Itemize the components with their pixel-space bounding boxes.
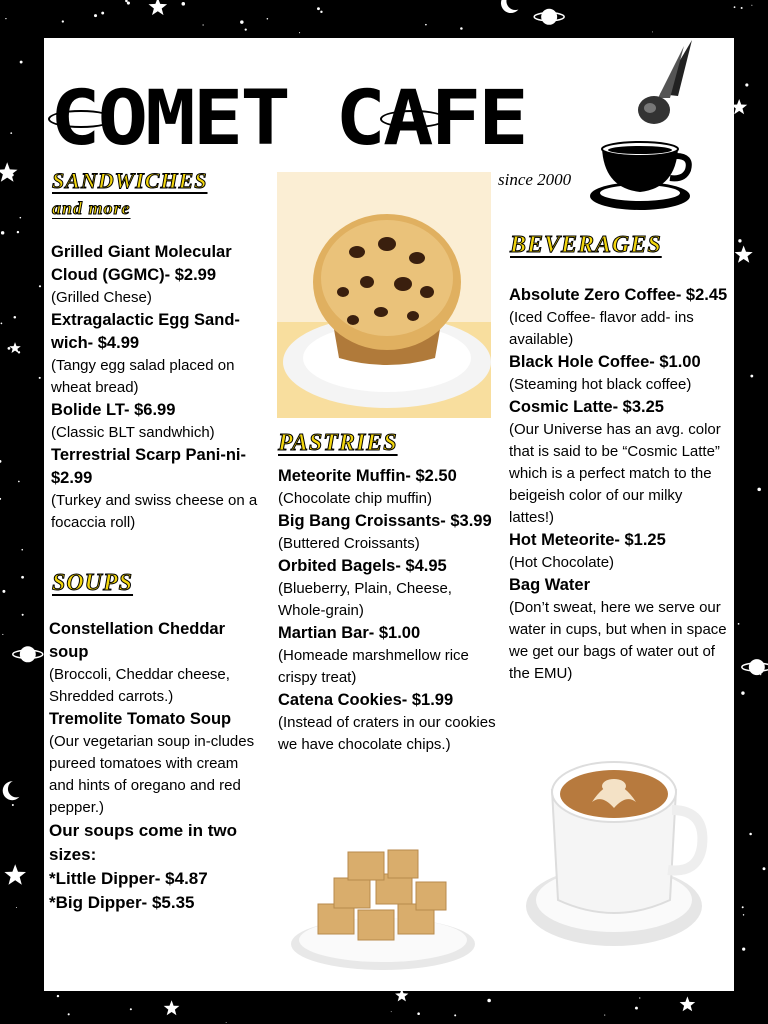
star-dot bbox=[20, 61, 23, 64]
item-name: Bolide LT- $6.99 bbox=[51, 401, 176, 419]
planet-ring-decoration bbox=[48, 110, 114, 128]
star-dot bbox=[741, 691, 744, 694]
item-name: Tremolite Tomato Soup bbox=[49, 710, 232, 728]
star-dot bbox=[738, 239, 741, 242]
star-dot bbox=[130, 1008, 132, 1010]
star-dot bbox=[1, 231, 4, 234]
sandwiches-subheading: and more bbox=[52, 198, 131, 218]
item-description: (Blueberry, Plain, Cheese, Whole-grain) bbox=[278, 580, 452, 619]
pastries-heading: PASTRIES bbox=[278, 430, 398, 456]
item-name: Orbited Bagels- $4.95 bbox=[278, 557, 447, 575]
item-name: Black Hole Coffee- $1.00 bbox=[509, 353, 701, 371]
star-dot bbox=[742, 906, 744, 908]
menu-item bbox=[509, 351, 729, 396]
star-dot bbox=[18, 481, 20, 483]
menu-item bbox=[278, 622, 496, 689]
pastries-list bbox=[278, 465, 496, 756]
sandwiches-list bbox=[51, 241, 269, 534]
cafe-logo-title: COMET CAFE bbox=[50, 73, 526, 162]
star-dot bbox=[757, 488, 761, 492]
menu-item bbox=[509, 529, 729, 574]
star-dot bbox=[745, 83, 748, 86]
item-description: (Chocolate chip muffin) bbox=[278, 490, 432, 507]
menu-item bbox=[51, 444, 269, 534]
star-dot bbox=[17, 231, 19, 233]
star-dot bbox=[94, 14, 97, 17]
star-dot bbox=[62, 20, 64, 22]
item-name: Martian Bar- $1.00 bbox=[278, 624, 421, 642]
star-dot bbox=[425, 24, 427, 26]
star-dot bbox=[604, 1015, 605, 1016]
star-dot bbox=[741, 7, 743, 9]
soups-heading: SOUPS bbox=[52, 570, 134, 596]
star-dot bbox=[14, 316, 17, 319]
soups-list bbox=[49, 618, 265, 915]
menu-item bbox=[278, 510, 496, 555]
star-dot bbox=[267, 18, 269, 20]
sandwiches-heading: SANDWICHES bbox=[52, 168, 208, 193]
item-description: (Our Universe has an avg. color that is said to be “Cosmic Latte” which is a perfect match to the beigeish color of our milky lattes!) bbox=[509, 421, 721, 526]
star-dot bbox=[10, 132, 12, 134]
item-description: (Our vegetarian soup in-cludes pureed tomatoes with cream and hints of oregano and red pepper.) bbox=[49, 733, 255, 816]
star-dot bbox=[226, 1022, 227, 1023]
latte-cup-image bbox=[522, 750, 712, 950]
menu-item bbox=[509, 574, 729, 685]
item-description: (Turkey and swiss cheese on a focaccia roll) bbox=[51, 492, 258, 531]
star-dot bbox=[487, 999, 491, 1003]
star-dot bbox=[391, 1011, 392, 1012]
menu-item bbox=[509, 284, 729, 351]
item-description: (Don’t sweat, here we serve our water in cups, but when in space we get our bags of water out of the EMU) bbox=[509, 599, 727, 682]
star-dot bbox=[652, 31, 653, 32]
item-name: Bag Water bbox=[509, 576, 590, 594]
star-dot bbox=[738, 623, 740, 625]
star-dot bbox=[417, 1012, 420, 1015]
star-dot bbox=[635, 1007, 638, 1010]
star-dot bbox=[743, 914, 744, 915]
since-year-text: since 2000 bbox=[498, 170, 572, 189]
item-name: Catena Cookies- $1.99 bbox=[278, 691, 454, 709]
item-description: (Grilled Chese) bbox=[51, 289, 152, 306]
item-description: (Instead of craters in our cookies we have chocolate chips.) bbox=[278, 714, 496, 753]
item-name: Absolute Zero Coffee- $2.45 bbox=[509, 286, 728, 304]
item-name: Constellation Cheddar soup bbox=[49, 620, 226, 661]
star-dot bbox=[749, 833, 752, 836]
item-description: (Broccoli, Cheddar cheese, Shredded carrots.) bbox=[49, 666, 230, 705]
star-dot bbox=[22, 614, 24, 616]
star-dot bbox=[245, 29, 247, 31]
star-dot bbox=[2, 590, 5, 593]
menu-item bbox=[278, 689, 496, 756]
beverages-list bbox=[509, 284, 729, 685]
star-dot bbox=[16, 907, 17, 908]
menu-item bbox=[49, 618, 265, 708]
star-dot bbox=[299, 32, 300, 33]
item-description: (Hot Chocolate) bbox=[509, 554, 615, 571]
star-dot bbox=[21, 576, 24, 579]
menu-item bbox=[278, 465, 496, 510]
item-name: Meteorite Muffin- $2.50 bbox=[278, 467, 457, 485]
item-description: (Homeade marshmellow rice crispy treat) bbox=[278, 647, 469, 686]
star-dot bbox=[1, 323, 3, 325]
menu-item bbox=[51, 399, 269, 444]
star-dot bbox=[202, 24, 203, 25]
star-dot bbox=[734, 6, 736, 8]
item-name: Extragalactic Egg Sand-wich- $4.99 bbox=[51, 311, 240, 352]
item-name: Hot Meteorite- $1.25 bbox=[509, 531, 666, 549]
item-description: (Classic BLT sandwhich) bbox=[51, 424, 215, 441]
star-dot bbox=[8, 347, 11, 350]
star-dot bbox=[20, 217, 22, 219]
star-dot bbox=[5, 18, 6, 19]
planet-ring-decoration bbox=[380, 110, 446, 128]
star-dot bbox=[2, 634, 3, 635]
star-dot bbox=[240, 20, 243, 23]
menu-item bbox=[51, 241, 269, 309]
star-dot bbox=[320, 11, 322, 13]
item-name: Terrestrial Scarp Pani-ni- $2.99 bbox=[51, 446, 247, 487]
star-dot bbox=[460, 27, 463, 30]
star-dot bbox=[454, 1014, 456, 1016]
star-dot bbox=[127, 1, 130, 4]
rice-crispy-treats-image bbox=[288, 844, 478, 974]
star-dot bbox=[751, 5, 752, 6]
item-description: (Buttered Croissants) bbox=[278, 535, 420, 552]
star-dot bbox=[21, 549, 23, 551]
star-dot bbox=[182, 2, 186, 6]
comet-icon bbox=[630, 38, 700, 130]
item-name: Big Bang Croissants- $3.99 bbox=[278, 512, 492, 530]
beverages-heading: BEVERAGES bbox=[510, 232, 662, 258]
item-description: (Steaming hot black coffee) bbox=[509, 376, 692, 393]
menu-item bbox=[51, 309, 269, 399]
item-name: Grilled Giant Molecular Cloud (GGMC)- $2.99 bbox=[51, 243, 232, 284]
star-dot bbox=[101, 12, 104, 15]
soup-size-small: *Little Dipper- $4.87 bbox=[49, 869, 208, 888]
star-dot bbox=[39, 377, 41, 379]
star-dot bbox=[763, 867, 766, 870]
menu-item bbox=[278, 555, 496, 622]
item-description: (Tangy egg salad placed on wheat bread) bbox=[51, 357, 235, 396]
soup-sizes-note: Our soups come in two sizes: bbox=[49, 821, 237, 864]
star-dot bbox=[317, 7, 320, 10]
chocolate-chip-muffin-image bbox=[277, 172, 491, 418]
menu-item bbox=[49, 708, 265, 819]
star-dot bbox=[57, 995, 59, 997]
coffee-cup-icon bbox=[588, 138, 692, 214]
menu-page bbox=[44, 38, 734, 991]
item-name: Cosmic Latte- $3.25 bbox=[509, 398, 664, 416]
soup-size-large: *Big Dipper- $5.35 bbox=[49, 893, 195, 912]
star-dot bbox=[750, 375, 753, 378]
star-dot bbox=[639, 997, 640, 998]
star-dot bbox=[12, 804, 14, 806]
star-dot bbox=[39, 285, 41, 287]
star-dot bbox=[742, 947, 745, 950]
star-dot bbox=[68, 1013, 70, 1015]
menu-item bbox=[509, 396, 729, 529]
item-description: (Iced Coffee- flavor add- ins available) bbox=[509, 309, 694, 348]
